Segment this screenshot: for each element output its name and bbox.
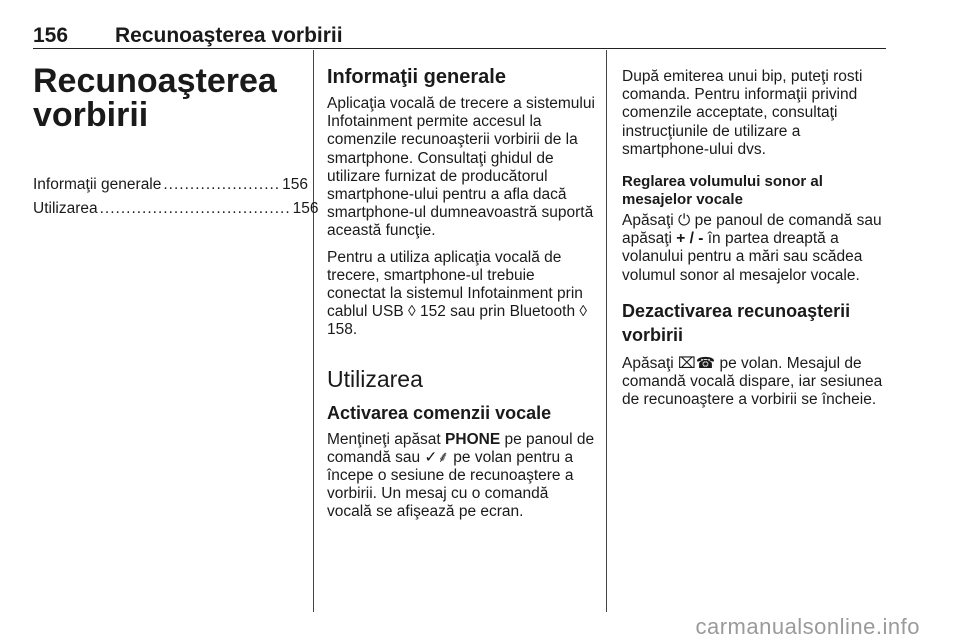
power-icon: ⏻: [678, 212, 691, 230]
ref-arrow-icon[interactable]: ◊: [407, 303, 416, 321]
section-heading-general: Informaţii generale: [327, 66, 506, 88]
toc-leader: ....................................: [99, 200, 291, 217]
running-title: Recunoaşterea vorbirii: [115, 24, 343, 47]
page-header: [33, 18, 886, 50]
text-run: pe panoul de comandă sau: [327, 430, 595, 466]
toc-page: 156: [282, 176, 308, 193]
chapter-title: [33, 64, 298, 132]
text-run: Menţineţi apăsat: [327, 430, 446, 448]
subheading-deactivate: Dezactivarea recunoaşterii vorbirii: [622, 300, 851, 345]
deactivate-paragraph: [622, 355, 890, 410]
watermark: carmanualsonline.info: [695, 614, 920, 639]
general-paragraph-1: Aplicaţia vocală de trecere a sistemului Infotainment permite accesul la comenzile recunoaşterii vorbirii de la smartphone. Consultaţi ghidul de utilizare furnizat de producătorul smartphone-ului pentru a afla dacă smartphone-ul dumneavoastră suportă această funcţie.: [327, 95, 595, 240]
toc-label: Utilizarea: [33, 200, 98, 217]
text-run: pe volan. Mesajul de comandă vocală dispare, iar sesiunea de recunoaştere a vorbirii se încheie.: [622, 354, 883, 409]
text-run: pe volan pentru a începe o sesiune de recunoaştere a vorbirii. Un mesaj cu o comandă vocală se afişează pe ecran.: [327, 448, 574, 521]
column-divider-2: [606, 50, 607, 612]
activate-paragraph: [327, 431, 595, 522]
text-run: Apăsaţi: [622, 354, 679, 372]
text-run: Pentru a utiliza aplicaţia vocală de trecere, smartphone-ul trebuie conectat la sistemul Infotainment prin cablul USB: [327, 248, 583, 321]
subheading-volume: Reglarea volumului sonor al mesajelor vocale: [622, 173, 823, 209]
chapter-title-line1: Recunoaşterea: [33, 62, 277, 100]
column-divider-1: [313, 50, 314, 612]
text-run: 158.: [327, 321, 358, 339]
toc-entry-usage[interactable]: [33, 200, 319, 224]
content-column-3: [622, 58, 890, 417]
chapter-column: [33, 58, 319, 224]
after-beep-paragraph: După emiterea unui bip, puteţi rosti comanda. Pentru informaţii privind comenzile acceptate, consultaţi instrucţiunile de utilizare a smartphone-ului dvs.: [622, 68, 863, 158]
text-run: 152 sau prin Bluetooth: [419, 303, 580, 321]
toc-leader: ......................: [163, 176, 281, 193]
text-run: Apăsaţi: [622, 212, 679, 230]
chapter-title-line2: vorbirii: [33, 96, 149, 134]
toc-label: Informaţii generale: [33, 176, 162, 193]
content-column-2: [327, 58, 595, 530]
hangup-voice-icon: ⌧☎: [678, 354, 716, 372]
table-of-contents: [33, 176, 319, 224]
volume-paragraph: [622, 212, 890, 285]
general-paragraph-2: [327, 249, 595, 340]
text-run: în partea dreaptă a volanului pentru a mări sau scădea volumul sonor al mesajelor vocale.: [622, 230, 863, 284]
phone-key: PHONE: [445, 430, 501, 448]
ref-arrow-icon[interactable]: ◊: [579, 303, 588, 321]
toc-entry-general[interactable]: [33, 176, 308, 200]
section-heading-usage: Utilizarea: [327, 365, 423, 392]
header-rule: [33, 48, 886, 49]
subheading-activate: Activarea comenzii vocale: [327, 402, 552, 423]
volume-key: + / -: [676, 230, 704, 248]
phone-voice-icon: ✓⸙: [424, 448, 449, 466]
toc-page: 156: [292, 200, 319, 217]
text-run: pe panoul de comandă sau apăsaţi: [622, 212, 882, 248]
page-number: 156: [33, 24, 69, 47]
